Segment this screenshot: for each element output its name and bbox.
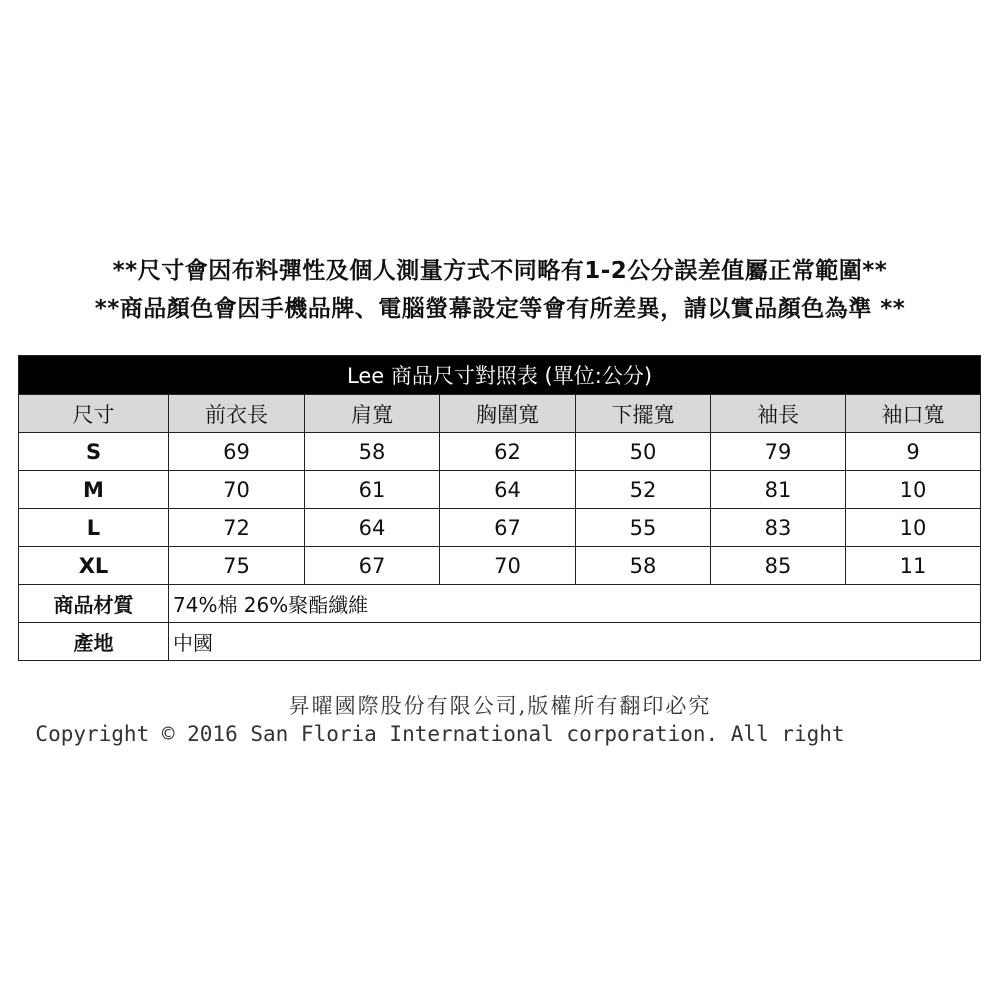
table-cell: 75 [169, 547, 305, 585]
origin-value: 中國 [169, 623, 981, 661]
material-value: 74%棉 26%聚酯纖維 [169, 585, 981, 623]
column-header-hem-width: 下擺寬 [576, 395, 711, 433]
size-label: XL [19, 547, 169, 585]
table-cell: 81 [711, 471, 846, 509]
table-header-row [19, 395, 981, 433]
table-cell: 62 [440, 433, 576, 471]
table-cell: 67 [440, 509, 576, 547]
table-row [19, 547, 981, 585]
table-cell: 9 [846, 433, 981, 471]
column-header-front-length: 前衣長 [169, 395, 305, 433]
table-cell: 69 [169, 433, 305, 471]
company-copyright-notice: 昇曜國際股份有限公司,版權所有翻印必究 [288, 694, 712, 718]
table-title-row [19, 356, 981, 395]
origin-label: 產地 [19, 623, 169, 661]
table-cell: 58 [305, 433, 440, 471]
table-row [19, 433, 981, 471]
table-cell: 64 [440, 471, 576, 509]
column-header-cuff-width: 袖口寬 [846, 395, 981, 433]
table-cell: 70 [440, 547, 576, 585]
table-cell: 79 [711, 433, 846, 471]
table-title: Lee 商品尺寸對照表 (單位:公分) [19, 356, 981, 395]
column-header-sleeve-length: 袖長 [711, 395, 846, 433]
table-cell: 50 [576, 433, 711, 471]
column-header-chest-width: 胸圍寬 [440, 395, 576, 433]
size-label: S [19, 433, 169, 471]
table-cell: 72 [169, 509, 305, 547]
table-cell: 83 [711, 509, 846, 547]
table-cell: 61 [305, 471, 440, 509]
table-cell: 10 [846, 471, 981, 509]
table-cell: 55 [576, 509, 711, 547]
notice-color: **商品顏色會因手機品牌、電腦螢幕設定等會有所差異，請以實品顏色為準 ** [94, 296, 906, 322]
notice-measurement: **尺寸會因布料彈性及個人測量方式不同略有1-2公分誤差值屬正常範圍** [112, 258, 888, 284]
column-header-shoulder-width: 肩寬 [305, 395, 440, 433]
table-cell: 85 [711, 547, 846, 585]
table-cell: 52 [576, 471, 711, 509]
size-label: L [19, 509, 169, 547]
table-cell: 70 [169, 471, 305, 509]
table-row [19, 509, 981, 547]
material-row [19, 585, 981, 623]
size-label: M [19, 471, 169, 509]
table-cell: 10 [846, 509, 981, 547]
table-cell: 64 [305, 509, 440, 547]
size-chart-table [18, 355, 981, 661]
column-header-size: 尺寸 [19, 395, 169, 433]
table-row [19, 471, 981, 509]
table-cell: 11 [846, 547, 981, 585]
origin-row [19, 623, 981, 661]
table-cell: 58 [576, 547, 711, 585]
material-label: 商品材質 [19, 585, 169, 623]
copyright-line: Copyright © 2016 San Floria International corporation. All right [35, 722, 845, 746]
table-cell: 67 [305, 547, 440, 585]
